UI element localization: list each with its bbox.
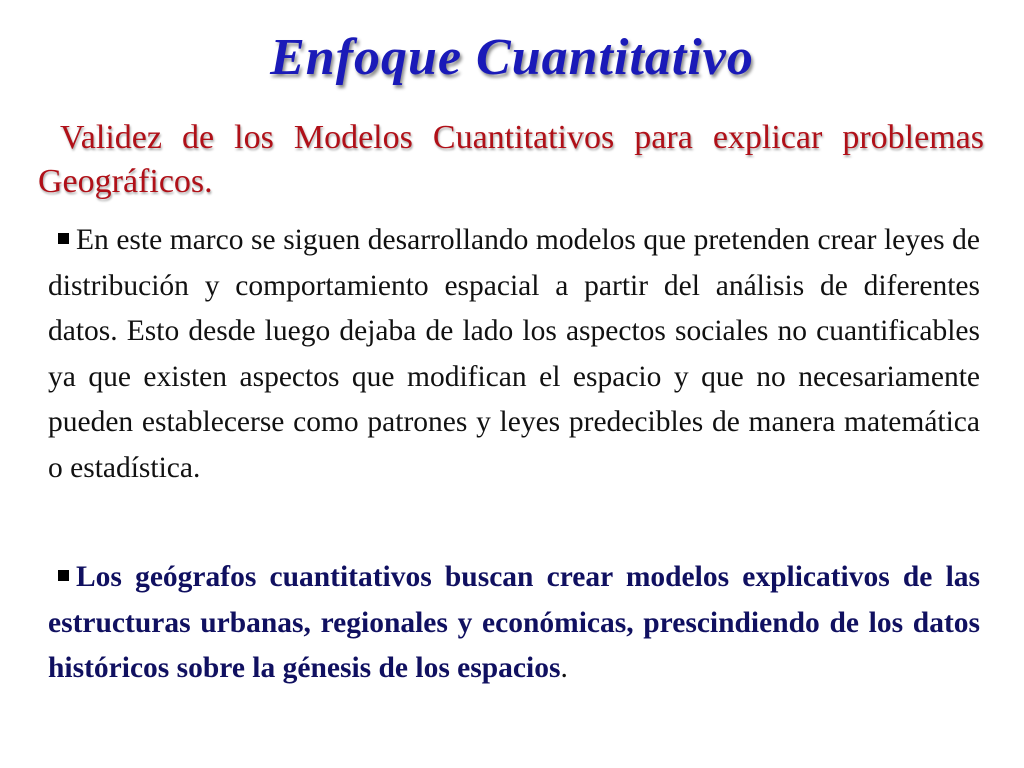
bullet-text-2-period: .	[560, 652, 568, 684]
slide-subtitle: Validez de los Modelos Cuantitativos para explicar problemas Geográficos.	[38, 119, 984, 200]
bullet-paragraph-2	[48, 555, 980, 692]
square-bullet-icon	[58, 233, 69, 244]
slide-title: Enfoque Cuantitativo	[270, 29, 754, 86]
bullet-text-2: Los geógrafos cuantitativos buscan crear modelos explicativos de las estructuras urbanas, regionales y económicas, prescindiendo de los datos históricos sobre la génesis de los espacios	[48, 561, 980, 684]
square-bullet-icon	[58, 570, 69, 581]
bullet-text-1: En este marco se siguen desarrollando modelos que pretenden crear leyes de distribución y comportamiento espacial a partir del análisis de diferentes datos. Esto desde luego dejaba de lado los aspectos sociales no cuantificables ya que existen aspectos que modifican el espacio y que no necesariamente pueden establecerse como patrones y leyes predecibles de manera matemática o estadística.	[48, 224, 980, 484]
bullet-paragraph-1	[48, 218, 980, 491]
